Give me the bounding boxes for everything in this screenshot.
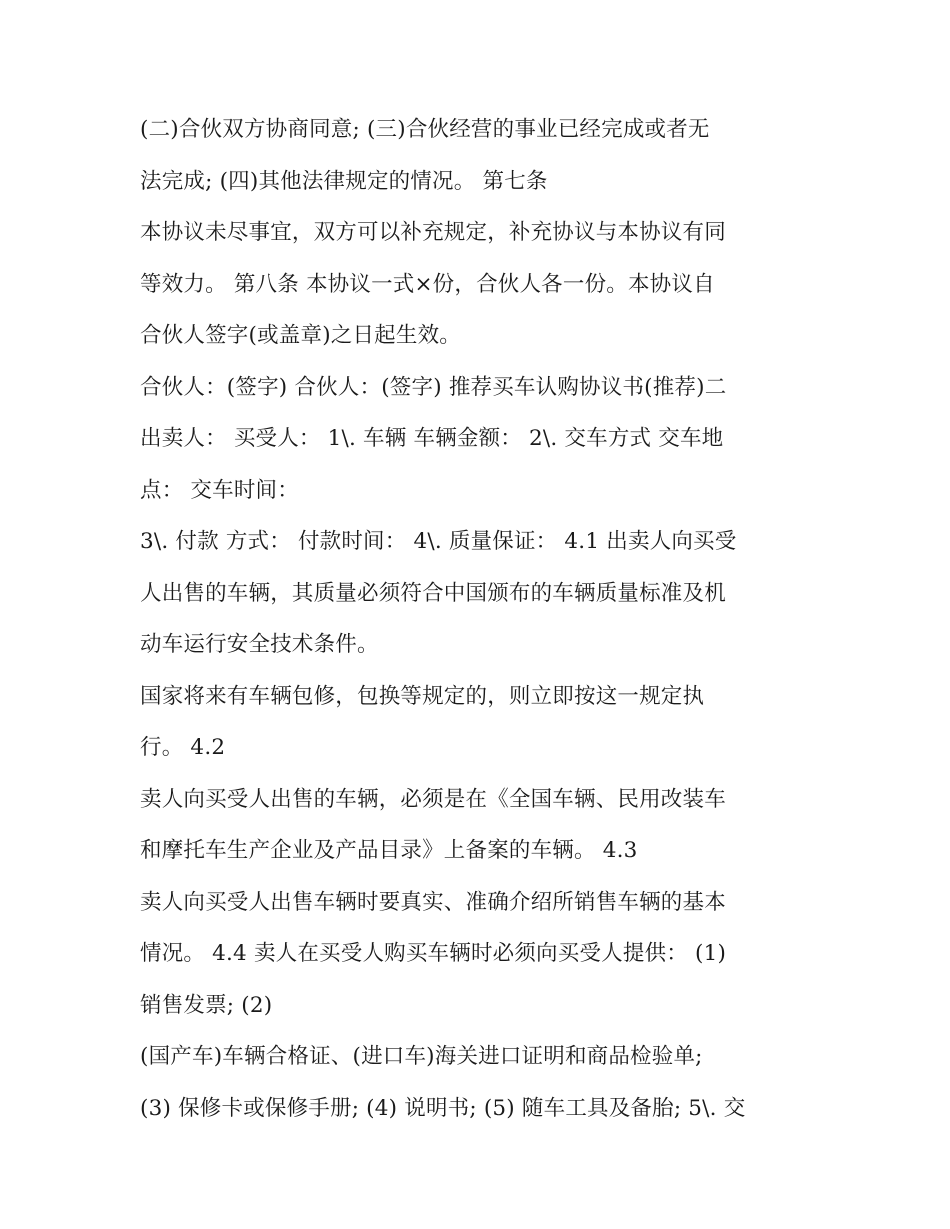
text-line: 等效力。 第八条 本协议一式×份，合伙人各一份。本协议自 bbox=[140, 271, 715, 297]
text-line: 情况。 4.4 卖人在买受人购买车辆时必须向买受人提供： (1) bbox=[140, 941, 727, 966]
text-line: 法完成; (四)其他法律规定的情况。 第七条 bbox=[140, 168, 548, 194]
text-line: 销售发票; (2) bbox=[140, 992, 273, 1018]
text-line: 出卖人： 买受人： 1\. 车辆 车辆金额： 2\. 交车方式 交车地 bbox=[140, 426, 724, 451]
text-line: 本协议未尽事宜，双方可以补充规定，补充协议与本协议有同 bbox=[140, 220, 726, 245]
text-line: 3\. 付款 方式： 付款时间： 4\. 质量保证： 4.1 出卖人向买受 bbox=[140, 529, 737, 554]
text-line: (3) 保修卡或保修手册; (4) 说明书; (5) 随车工具及备胎; 5\. 交 bbox=[140, 1095, 746, 1121]
text-line: (二)合伙双方协商同意; (三)合伙经营的事业已经完成或者无 bbox=[140, 117, 710, 142]
text-line: 卖人向买受人出售的车辆，必须是在《全国车辆、民用改装车 bbox=[140, 786, 726, 812]
text-line: 卖人向买受人出售车辆时要真实、准确介绍所销售车辆的基本 bbox=[140, 889, 726, 915]
text-line: 和摩托车生产企业及产品目录》上备案的车辆。 4.3 bbox=[140, 838, 638, 863]
text-line: 国家将来有车辆包修，包换等规定的，则立即按这一规定执 bbox=[140, 683, 705, 709]
text-line: 动车运行安全技术条件。 bbox=[140, 632, 379, 657]
text-line: 合伙人：(签字) 合伙人：(签字) 推荐买车认购协议书(推荐)二 bbox=[140, 374, 727, 400]
text-line: 人出售的车辆，其质量必须符合中国颁布的车辆质量标准及机 bbox=[140, 580, 726, 606]
text-line: 行。 4.2 bbox=[140, 735, 226, 760]
text-line: 合伙人签字(或盖章)之日起生效。 bbox=[140, 323, 461, 348]
text-line: 点： 交车时间： bbox=[140, 477, 299, 503]
document-body bbox=[140, 109, 830, 1139]
text-line: (国产车)车辆合格证、(进口车)海关进口证明和商品检验单; bbox=[140, 1044, 703, 1069]
